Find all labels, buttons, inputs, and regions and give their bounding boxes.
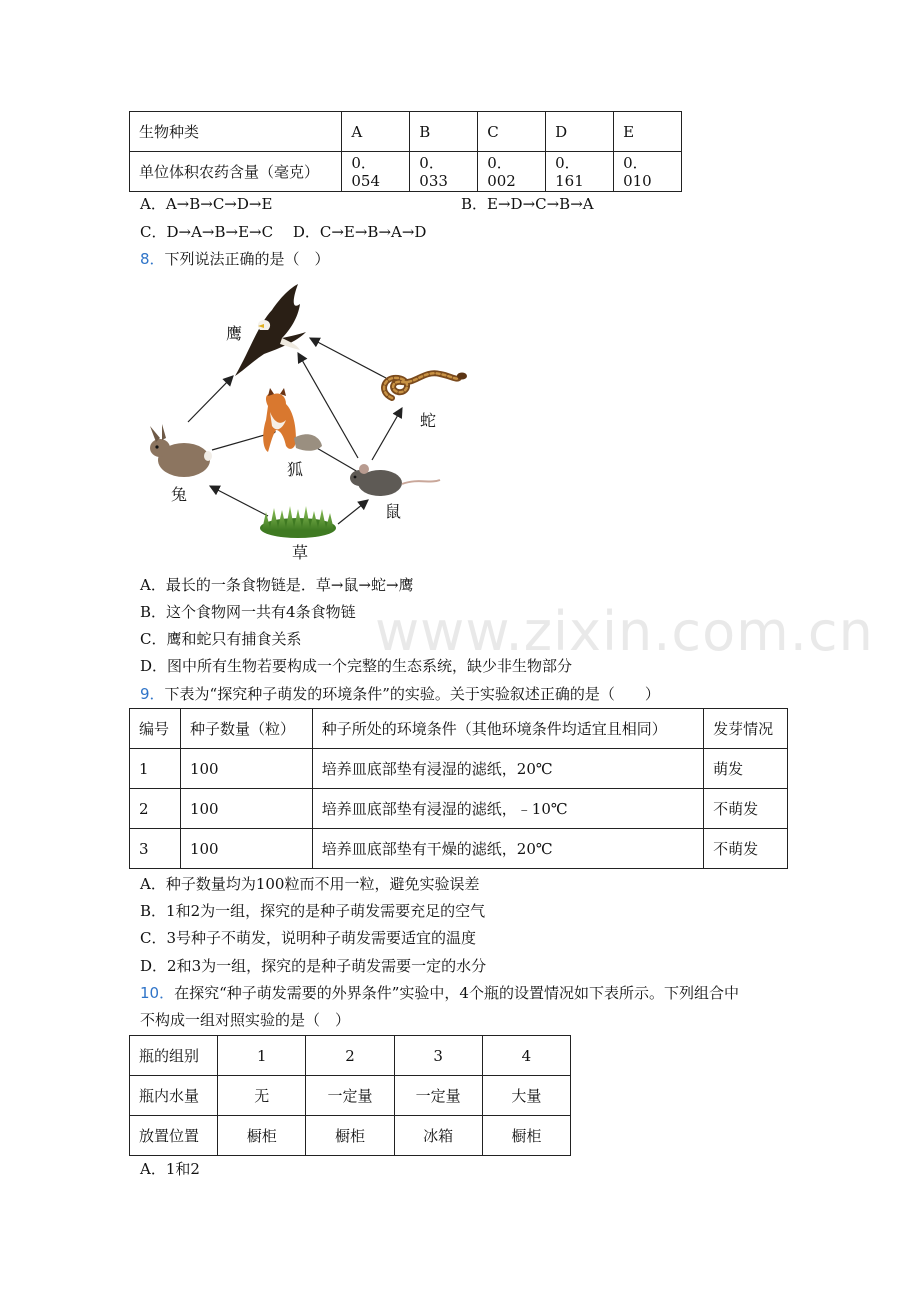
table-cell: 瓶内水量 [130,1076,218,1116]
arrow-grass-rabbit [210,486,268,516]
question-number: 8． [140,250,165,268]
question-number: 9． [140,685,165,703]
q9-option-a: A．种子数量均为100粒而不用一粒，避免实验误差 [140,875,480,893]
q7-option-a: A．A→B→C→D→E [140,195,273,213]
q10-option-a: A．1和2 [140,1160,200,1178]
grass-label: 草 [292,543,309,562]
mouse-icon [350,464,440,496]
table-cell: 放置位置 [130,1116,218,1156]
table-row [130,1076,571,1116]
bottle-table [129,1035,571,1156]
food-web-diagram [140,280,480,565]
table-cell: 橱柜 [482,1116,570,1156]
arrow-mouse-snake [372,408,402,460]
table-cell: 培养皿底部垫有浸湿的滤纸，20℃ [312,749,703,789]
pesticide-table [129,111,682,192]
question-text: 下列说法正确的是（ ） [164,250,330,268]
eagle-label: 鹰 [226,324,243,343]
q8-stem [140,248,330,269]
table-cell: A [342,112,410,152]
q7-option-cd: C．D→A→B→E→C D．C→E→B→A→D [140,223,427,241]
table-cell: 单位体积农药含量（毫克） [130,152,342,192]
table-cell: 冰箱 [394,1116,482,1156]
table-cell: 3 [130,829,181,869]
table-cell: 种子所处的环境条件（其他环境条件均适宜且相同） [312,709,703,749]
table-cell: 不萌发 [704,829,788,869]
fox-label: 狐 [287,460,304,479]
table-cell: 3 [394,1036,482,1076]
table-cell: 4 [482,1036,570,1076]
table-cell: C [478,112,546,152]
table-cell: 不萌发 [704,789,788,829]
table-cell: 橱柜 [218,1116,306,1156]
q7-option-b: B．E→D→C→B→A [461,195,594,213]
q9-option-b: B．1和2为一组，探究的是种子萌发需要充足的空气 [140,902,486,920]
table-cell: 2 [130,789,181,829]
table-row [130,709,788,749]
table-cell: 萌发 [704,749,788,789]
table-row [130,789,788,829]
rabbit-label: 兔 [171,485,188,504]
table-cell: 编号 [130,709,181,749]
table-cell: D [546,112,614,152]
table-cell: 一定量 [306,1076,394,1116]
arrow-snake-eagle [310,338,386,378]
q8-option-a: A．最长的一条食物链是．草→鼠→蛇→鹰 [140,576,414,594]
table-cell: 1 [130,749,181,789]
table-cell: 一定量 [394,1076,482,1116]
q9-option-d: D．2和3为一组，探究的是种子萌发需要一定的水分 [140,957,487,975]
table-row [130,112,682,152]
table-cell: 1 [218,1036,306,1076]
table-cell: 发芽情况 [704,709,788,749]
table-cell: 大量 [482,1076,570,1116]
question-number: 10． [140,984,175,1002]
table-cell: 瓶的组别 [130,1036,218,1076]
table-row [130,1036,571,1076]
mouse-label: 鼠 [385,502,402,521]
table-cell: E [614,112,682,152]
table-cell: 培养皿底部垫有干燥的滤纸，20℃ [312,829,703,869]
table-row [130,829,788,869]
table-cell: 0．010 [614,152,682,192]
table-cell: 种子数量（粒） [180,709,312,749]
table-cell: 100 [180,829,312,869]
q8-option-b: B．这个食物网一共有4条食物链 [140,603,356,621]
q8-option-d: D．图中所有生物若要构成一个完整的生态系统，缺少非生物部分 [140,657,573,675]
table-cell: 无 [218,1076,306,1116]
grass-icon [260,506,336,538]
question-text: 下表为“探究种子萌发的环境条件”的实验。关于实验叙述正确的是（ ） [164,685,660,703]
table-cell: 0．161 [546,152,614,192]
table-row [130,1116,571,1156]
table-cell: B [410,112,478,152]
table-row [130,749,788,789]
table-cell: 0．002 [478,152,546,192]
table-cell: 培养皿底部垫有浸湿的滤纸，﹣10℃ [312,789,703,829]
q10-stem-line2: 不构成一组对照实验的是（ ） [140,1011,351,1029]
q8-option-c: C．鹰和蛇只有捕食关系 [140,630,302,648]
table-cell: 生物种类 [130,112,342,152]
arrow-rabbit-eagle [188,376,233,422]
q9-stem [140,683,660,704]
table-cell: 0．054 [342,152,410,192]
q9-option-c: C．3号种子不萌发，说明种子萌发需要适宜的温度 [140,929,477,947]
snake-icon [384,373,467,399]
arrow-grass-mouse [338,500,368,524]
table-cell: 100 [180,789,312,829]
table-cell: 100 [180,749,312,789]
table-cell: 0．033 [410,152,478,192]
fox-icon [263,388,322,452]
table-row [130,152,682,192]
seed-experiment-table [129,708,788,869]
rabbit-icon [150,424,212,477]
table-cell: 2 [306,1036,394,1076]
snake-label: 蛇 [420,411,437,430]
watermark: www.zixin.com.cn [375,600,874,663]
question-text: 在探究“种子萌发需要的外界条件”实验中，4个瓶的设置情况如下表所示。下列组合中 [174,984,739,1002]
q10-stem-line1 [140,982,739,1003]
table-cell: 橱柜 [306,1116,394,1156]
eagle-icon [235,284,306,376]
